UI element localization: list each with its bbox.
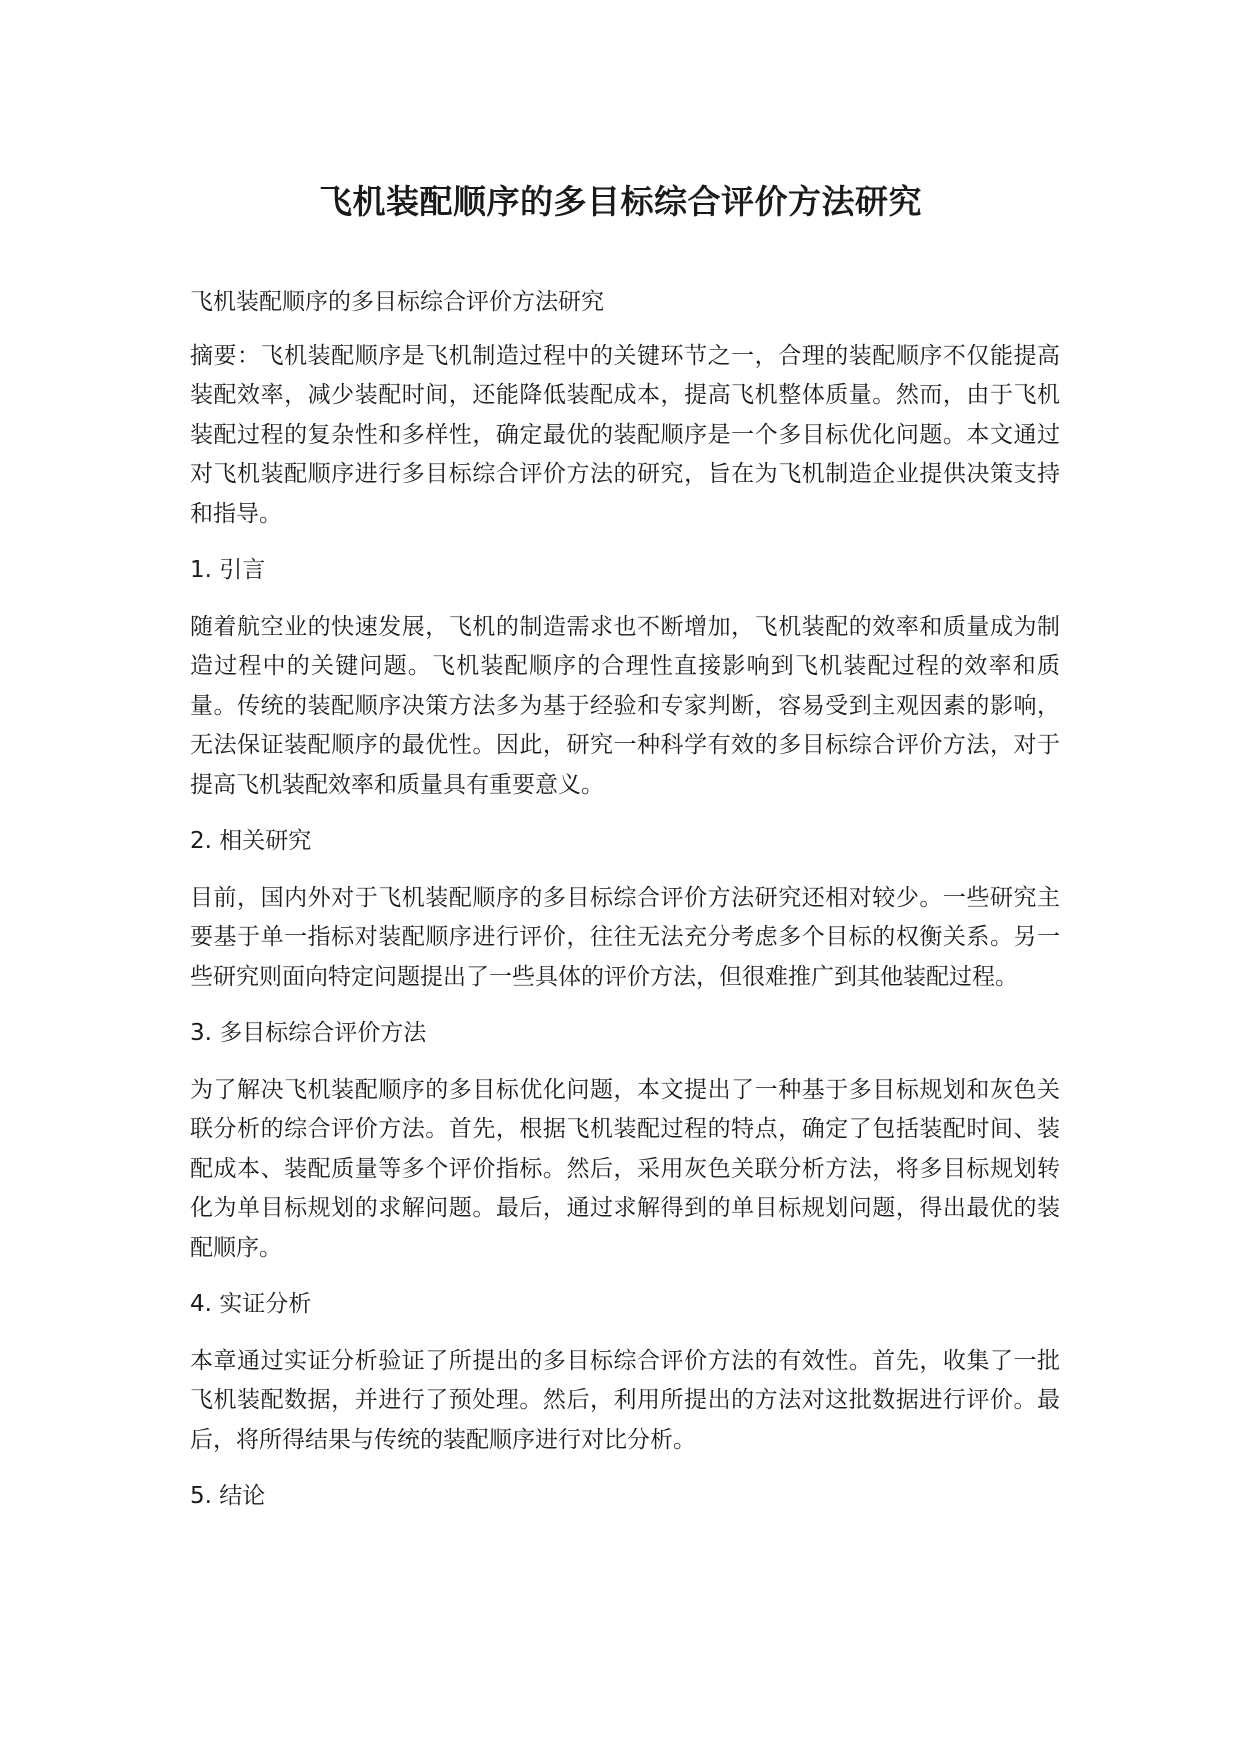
section-heading: 2. 相关研究 [190,828,312,854]
document-subtitle: 飞机装配顺序的多目标综合评价方法研究 [190,289,604,315]
document-body [190,283,1060,1534]
document-title: 飞机装配顺序的多目标综合评价方法研究 [319,182,922,221]
section-heading: 1. 引言 [190,557,266,583]
section-heading: 5. 结论 [190,1483,266,1509]
section-heading: 3. 多目标综合评价方法 [190,1020,427,1046]
section-related-work [190,822,1060,997]
section-paragraph: 随着航空业的快速发展，飞机的制造需求也不断增加，飞机装配的效率和质量成为制造过程中的关键问题。飞机装配顺序的合理性直接影响到飞机装配过程的效率和质量。传统的装配顺序决策方法多为基于经验和专家判断，容易受到主观因素的影响，无法保证装配顺序的最优性。因此，研究一种科学有效的多目标综合评价方法，对于提高飞机装配效率和质量具有重要意义。 [190,613,1060,798]
section-empirical-analysis [190,1285,1060,1460]
section-paragraph: 本章通过实证分析验证了所提出的多目标综合评价方法的有效性。首先，收集了一批飞机装配数据，并进行了预处理。然后，利用所提出的方法对这批数据进行评价。最后，将所得结果与传统的装配顺序进行对比分析。 [190,1347,1060,1453]
section-heading: 4. 实证分析 [190,1291,312,1317]
section-paragraph: 为了解决飞机装配顺序的多目标优化问题，本文提出了一种基于多目标规划和灰色关联分析的综合评价方法。首先，根据飞机装配过程的特点，确定了包括装配时间、装配成本、装配质量等多个评价指标。然后，采用灰色关联分析方法，将多目标规划转化为单目标规划的求解问题。最后，通过求解得到的单目标规划问题，得出最优的装配顺序。 [190,1076,1060,1261]
section-conclusion [190,1477,1060,1517]
section-introduction [190,551,1060,805]
section-paragraph: 目前，国内外对于飞机装配顺序的多目标综合评价方法研究还相对较少。一些研究主要基于单一指标对装配顺序进行评价，往往无法充分考虑多个目标的权衡关系。另一些研究则面向特定问题提出了一些具体的评价方法，但很难推广到其他装配过程。 [190,884,1060,990]
abstract-paragraph: 摘要：飞机装配顺序是飞机制造过程中的关键环节之一，合理的装配顺序不仅能提高装配效率，减少装配时间，还能降低装配成本，提高飞机整体质量。然而，由于飞机装配过程的复杂性和多样性，确定最优的装配顺序是一个多目标优化问题。本文通过对飞机装配顺序进行多目标综合评价方法的研究，旨在为飞机制造企业提供决策支持和指导。 [190,342,1060,527]
section-method [190,1014,1060,1268]
